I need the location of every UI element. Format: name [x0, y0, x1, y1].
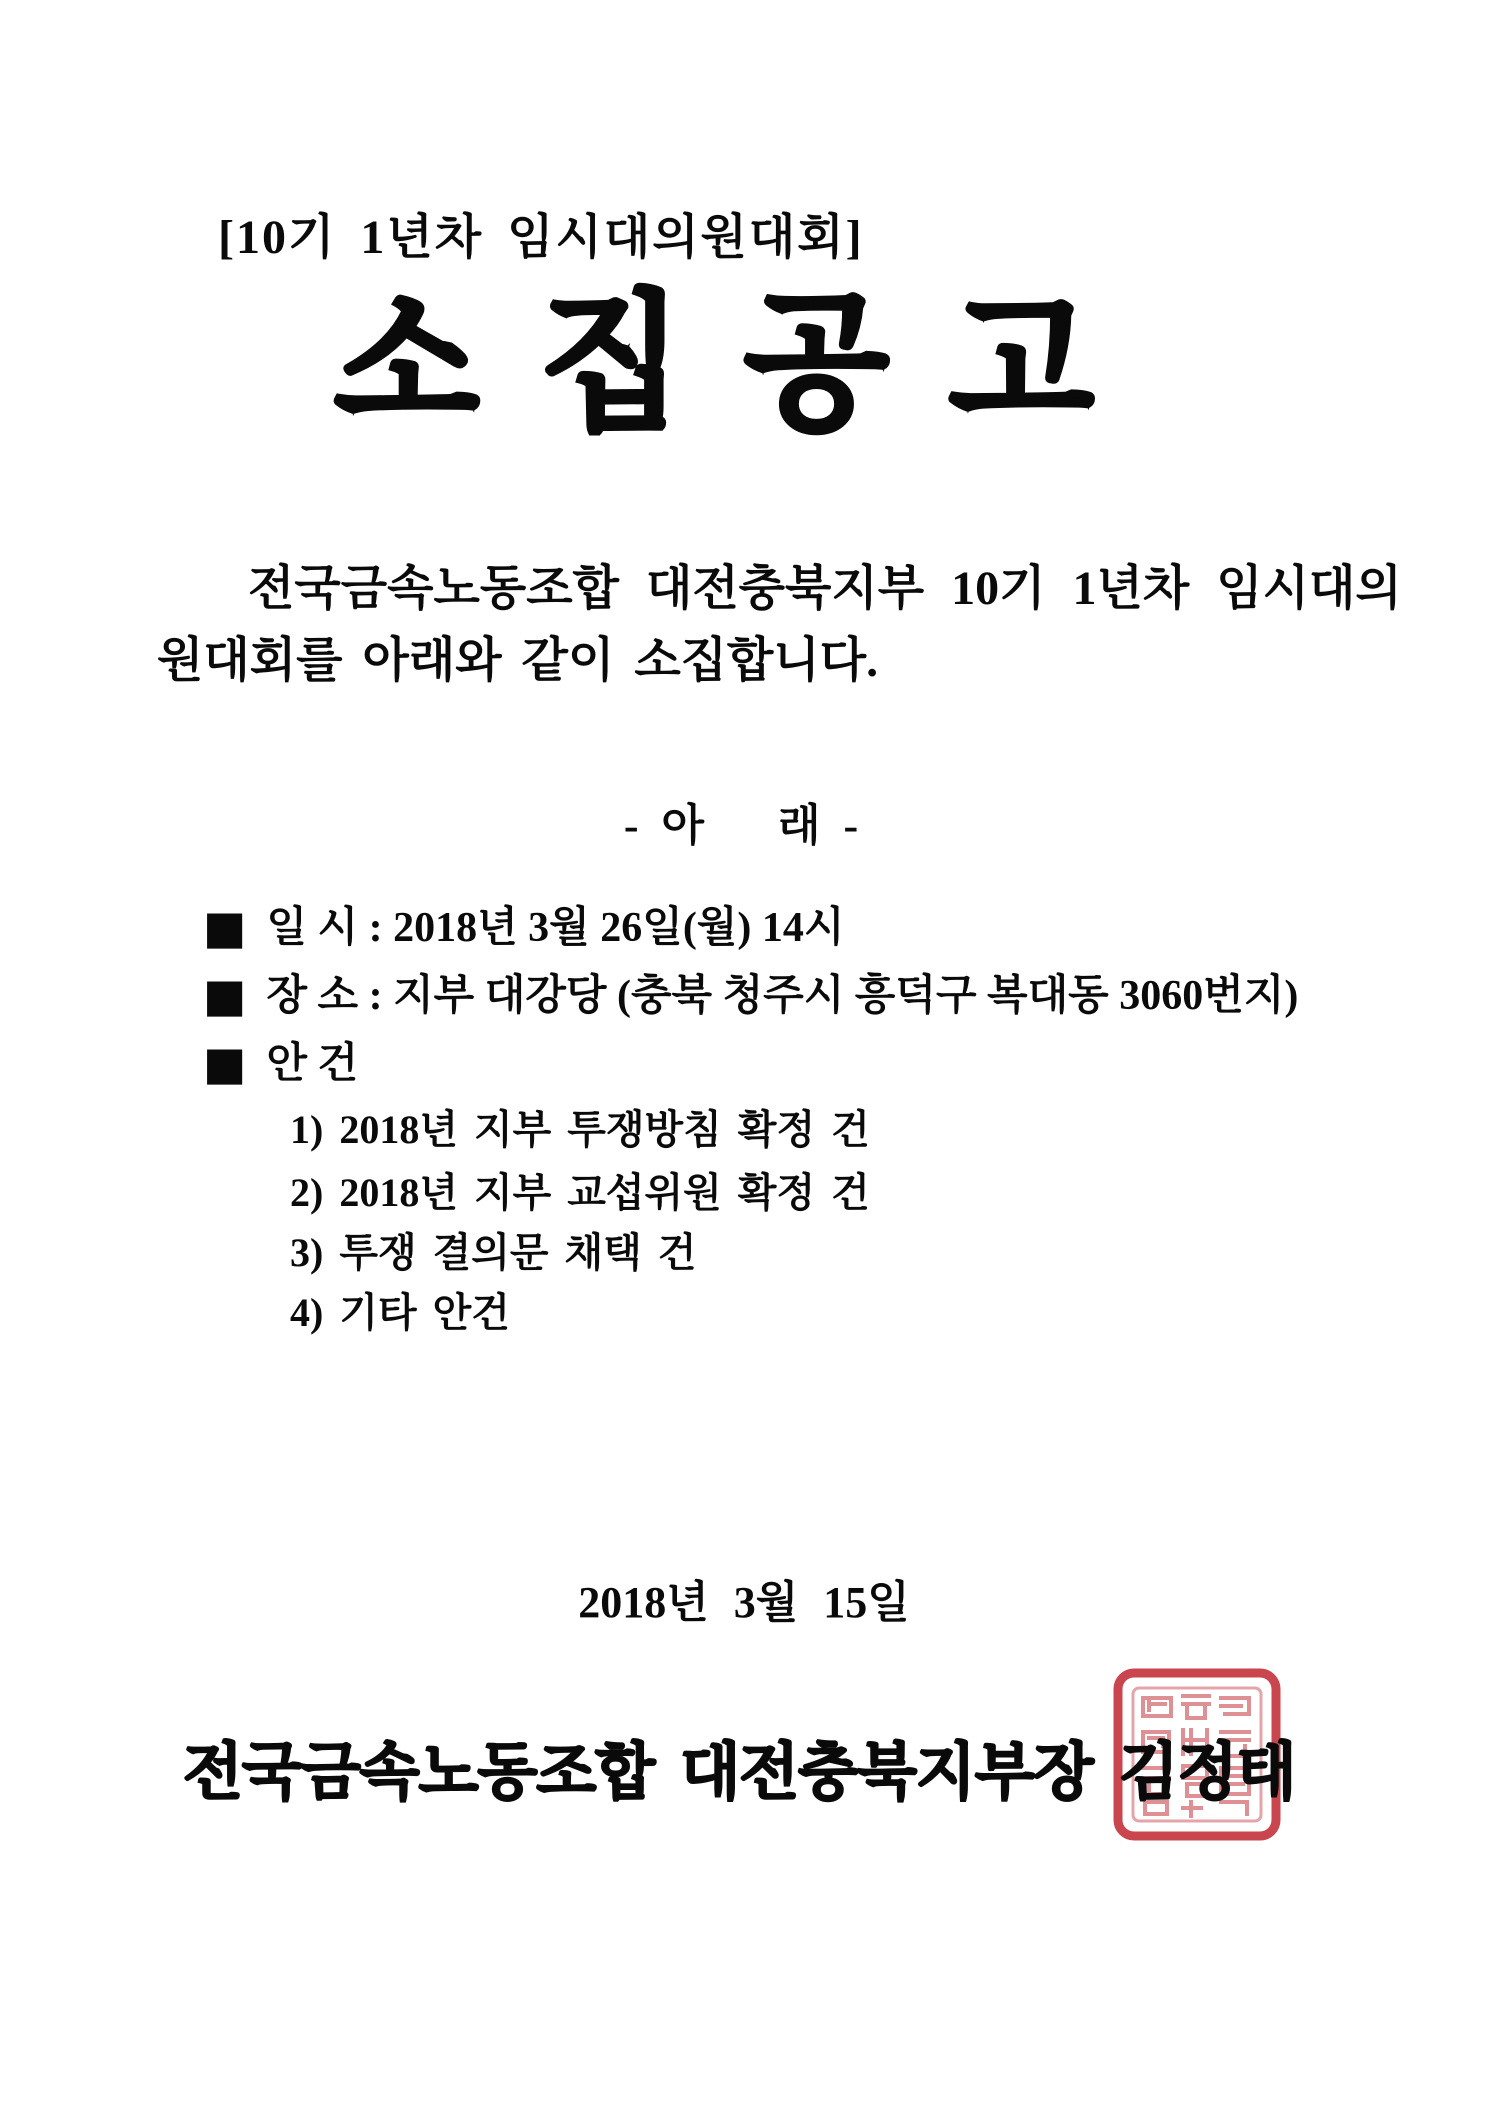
- agenda-item-1: 1) 2018년 지부 투쟁방침 확정 건: [290, 1107, 870, 1152]
- issue-date: 2018년 3월 15일: [578, 1578, 910, 1627]
- location-text: 장 소 : 지부 대강당 (충북 청주시 흥덕구 복대동 3060번지): [266, 973, 1299, 1019]
- page-title: 소집공고: [334, 279, 1154, 447]
- square-bullet-icon: ■: [203, 1036, 247, 1090]
- agenda-item-2: 2) 2018년 지부 교섭위원 확정 건: [290, 1170, 870, 1215]
- agenda-item-3: 3) 투쟁 결의문 채택 건: [290, 1230, 697, 1275]
- list-item-agenda-header: [203, 1030, 358, 1090]
- agenda-item-4: 4) 기타 안건: [290, 1290, 510, 1335]
- below-divider-label: - 아 래 -: [623, 801, 865, 850]
- list-item-datetime: [203, 894, 844, 954]
- square-bullet-icon: ■: [203, 900, 247, 954]
- square-bullet-icon: ■: [203, 968, 247, 1022]
- list-item-location: [203, 962, 1298, 1022]
- agenda-header-text: 안 건: [266, 1041, 359, 1087]
- body-paragraph-line-2: 원대회를 아래와 같이 소집합니다.: [157, 634, 879, 687]
- body-paragraph-line-1: 전국금속노동조합 대전충북지부 10기 1년차 임시대의: [248, 562, 1402, 615]
- signature-text: 전국금속노동조합 대전충북지부장 김정태: [183, 1738, 1296, 1807]
- meeting-session-note: [10기 1년차 임시대의원대회]: [218, 211, 864, 264]
- datetime-text: 일 시 : 2018년 3월 26일(월) 14시: [266, 905, 845, 951]
